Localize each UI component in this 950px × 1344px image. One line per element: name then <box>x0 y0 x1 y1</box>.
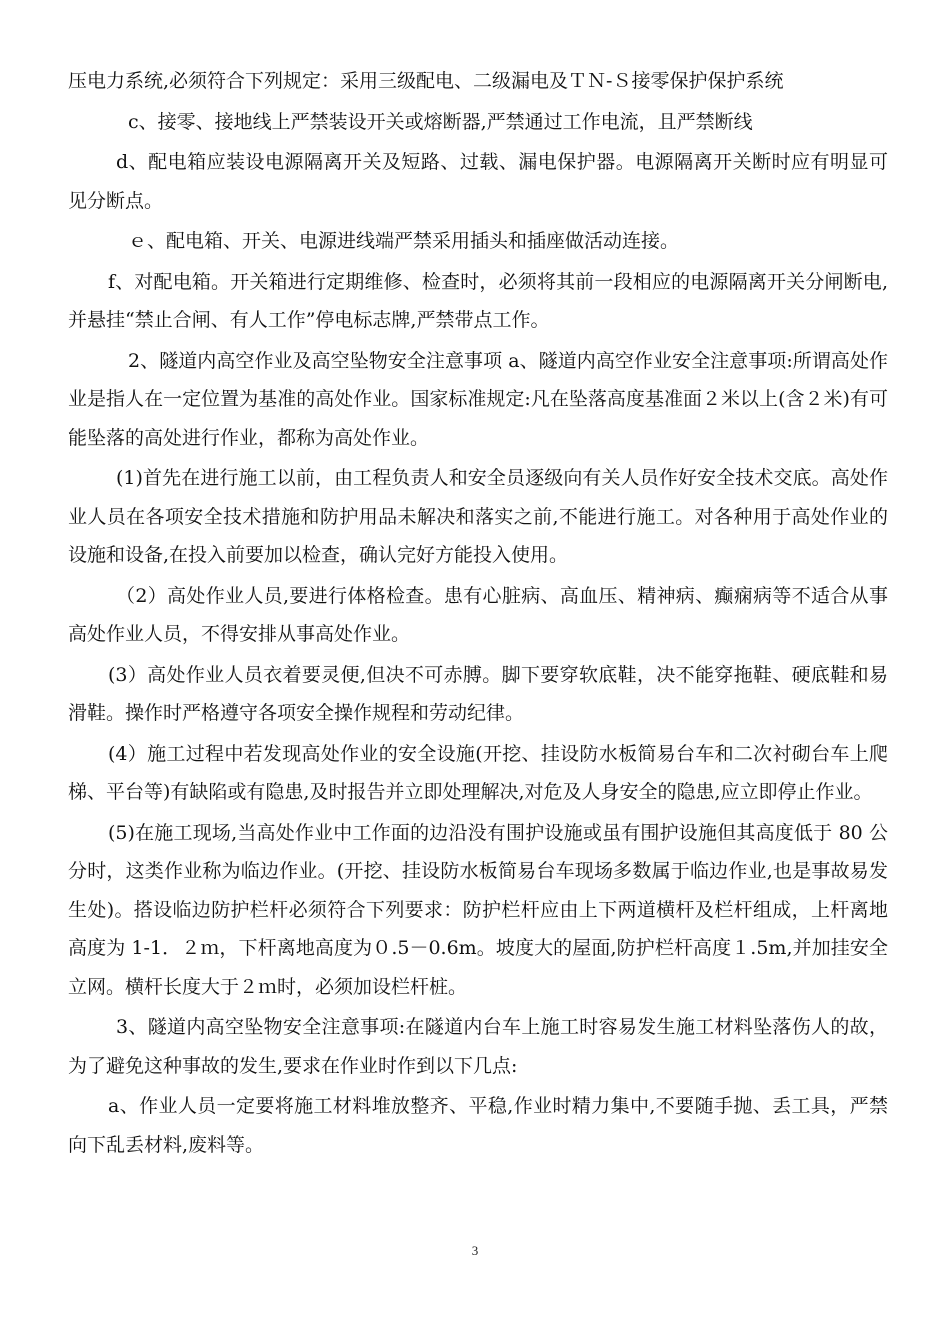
paragraph-item-f: f、对配电箱。开关箱进行定期维修、检查时，必须将其前一段相应的电源隔离开关分闸断电,并悬挂“禁止合闸、有人工作”停电标志牌,严禁带点工作。 <box>68 270 888 331</box>
document-page <box>68 62 888 1166</box>
paragraph-point-2: （2）高处作业人员,要进行体格检查。患有心脏病、高血压、精神病、癫痫病等不适合从事高处作业人员，不得安排从事高处作业。 <box>68 584 888 645</box>
paragraph-section-3-item-a: a、作业人员一定要将施工材料堆放整齐、平稳,作业时精力集中,不要随手抛、丢工具，严禁向下乱丢材料,废料等。 <box>68 1095 888 1156</box>
page-number: 3 <box>471 1243 479 1258</box>
paragraph-item-d: d、配电箱应装设电源隔离开关及短路、过载、漏电保护器。电源隔离开关断时应有明显可见分断点。 <box>68 151 888 212</box>
paragraph-point-4: (4）施工过程中若发现高处作业的安全设施(开挖、挂设防水板简易台车和二次衬砌台车上爬梯、平台等)有缺陷或有隐患,及时报告并立即处理解决,对危及人身安全的隐患,应立即停止作业。 <box>68 742 888 803</box>
paragraph-item-c: c、接零、接地线上严禁装设开关或熔断器,严禁通过工作电流，且严禁断线 <box>128 110 753 133</box>
paragraph-item-e: ｅ、配电箱、开关、电源进线端严禁采用插头和插座做活动连接。 <box>128 230 680 252</box>
paragraph-power-system: 压电力系统,必须符合下列规定：采用三级配电、二级漏电及ＴＮ-Ｓ接零保护保护系统 <box>68 70 784 92</box>
paragraph-section-3: 3、隧道内高空坠物安全注意事项:在隧道内台车上施工时容易发生施工材料坠落伤人的故，为了避免这种事故的发生,要求在作业时作到以下几点: <box>68 1016 888 1077</box>
paragraph-point-1: (1)首先在进行施工以前，由工程负责人和安全员逐级向有关人员作好安全技术交底。高处作业人员在各项安全技术措施和防护用品未解决和落实之前,不能进行施工。对各种用于高处作业的设施和设备,在投入前要加以检查，确认完好方能投入使用。 <box>68 467 888 566</box>
paragraph-point-5: (5)在施工现场,当高处作业中工作面的边沿没有围护设施或虽有围护设施但其高度低于 80 公分时，这类作业称为临边作业。(开挖、挂设防水板简易台车现场多数属于临边作业,也是事故易发生处)。搭设临边防护栏杆必须符合下列要求：防护栏杆应由上下两道横杆及栏杆组成，上杆离地高度为 1-1．２ｍ，下杆离地高度为０.5－0.6m。坡度大的屋面,防护栏杆高度１.5m,并加挂安全立网。横杆长度大于２ｍ时，必须加设栏杆桩。 <box>68 821 888 998</box>
paragraph-section-2: 2、隧道内高空作业及高空坠物安全注意事项 a、隧道内高空作业安全注意事项:所谓高处作业是指人在一定位置为基准的高处作业。国家标准规定:凡在坠落高度基准面２米以上(含２米)有可能坠落的高处进行作业，都称为高处作业。 <box>68 349 888 449</box>
paragraph-point-3: (3）高处作业人员衣着要灵便,但决不可赤膊。脚下要穿软底鞋，决不能穿拖鞋、硬底鞋和易滑鞋。操作时严格遵守各项安全操作规程和劳动纪律。 <box>68 663 888 724</box>
